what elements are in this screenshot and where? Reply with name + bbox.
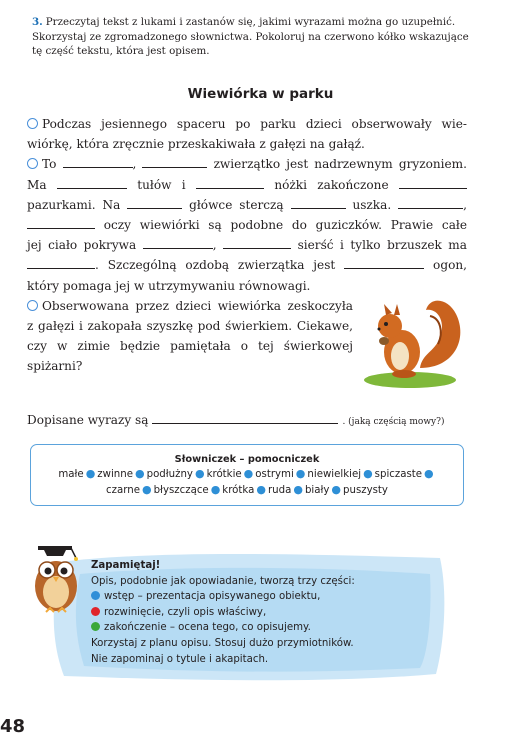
dictionary-word: małe [58,469,84,480]
bullet-dot: ● [363,467,373,480]
note-line: Korzystaj z planu opisu. Stosuj dużo przymiotników. [91,637,354,649]
story-line: czy w zimie będzie pamiętała o tej świerkowej [27,339,353,354]
dictionary-row-1 [39,466,455,482]
dictionary-word: spiczaste [374,469,423,480]
story-line: z gałęzi i zakopała szyszkę pod świerkiem. Ciekawe, [27,319,353,334]
bullet-dot: ● [295,467,306,480]
story-line: oczy wiewiórki są podobne do guziczków. Prawie całe [27,215,467,235]
bullet-dot: ● [256,483,266,496]
bullet-dot: ● [141,483,152,496]
dictionary-word: podłużny [146,469,193,480]
bullet-dot: ● [331,483,342,496]
red-bullet-icon [91,607,100,616]
dictionary-word: krótka [222,485,255,496]
bullet-dot: ● [85,467,96,480]
story-line: . Szczególną ozdobą zwierzątka jest ogon, [27,255,467,275]
dictionary-words [31,466,463,498]
task-instruction [32,15,478,59]
green-bullet-icon [91,622,100,631]
note-line: Opis, podobnie jak opowiadanie, tworzą trzy części: [91,575,355,587]
gap-field[interactable] [127,196,182,209]
answer-line [27,411,467,427]
dictionary-word: ruda [267,485,292,496]
gap-field[interactable] [291,196,346,209]
gap-field[interactable] [398,196,463,209]
gap-field[interactable] [27,256,95,269]
dictionary-box [30,444,464,506]
gap-field[interactable] [27,216,95,229]
story-line: Podczas jesiennego spaceru po parku dzieci obserwowały wie- [27,114,467,134]
squirrel-illustration [360,288,468,388]
story-line: wiórkę, która zręcznie przeskakiwała z gałęzi na gałąź. [27,137,365,152]
bullet-dot: ● [424,467,434,480]
dictionary-row-2 [39,482,455,498]
dictionary-word: puszysty [343,485,388,496]
story-line: jej ciało pokrywa , sierść i tylko brzuszek ma [27,238,467,253]
bullet-dot: ● [243,467,254,480]
answer-label: Dopisane wyrazy są [27,413,149,427]
dictionary-word: biały [304,485,330,496]
task-text: Przeczytaj tekst z lukami i zastanów się, jakimi wyrazami można go uzupełnić. Skorzystaj ze zgromadzonego słownictwa. Pokoloruj na czerwono kółko wskazujące tę część tekstu, która jest opisem. [32,16,469,57]
note-bullet-1: wstęp – prezentacja opisywanego obiektu, [91,589,461,605]
gap-field[interactable] [344,256,424,269]
story-line: To , zwierzątko jest nadrzewnym gryzoniem. [27,154,467,174]
note-line: Nie zapominaj o tytule i akapitach. [91,653,269,665]
note-bullet-2: rozwinięcie, czyli opis właściwy, [91,605,461,621]
page-number: 48 [0,716,26,737]
owl-icon [26,540,90,616]
story-title: Wiewiórka w parku [187,86,334,102]
gap-field[interactable] [57,176,127,189]
dictionary-title: Słowniczek – pomocniczek [174,454,320,465]
answer-field[interactable] [152,411,338,424]
story-line: spiżarni? [27,359,83,374]
gap-field[interactable] [143,236,213,249]
story-line: Obserwowana przez dzieci wiewiórka zeskoczyła [27,296,353,316]
paragraph-circle-2[interactable] [27,158,38,169]
paragraph-circle-1[interactable] [27,118,38,129]
bullet-dot: ● [293,483,303,496]
note-bullet-3: zakończenie – ocena tego, co opisujemy. [91,620,461,636]
dictionary-word: krótkie [206,469,242,480]
dictionary-word: zwinne [97,469,133,480]
paragraph-circle-3[interactable] [27,300,38,311]
answer-hint: . (jaką częścią mowy?) [342,417,445,427]
dictionary-word: niewielkiej [307,469,362,480]
remember-note [91,558,461,667]
story-line: pazurkami. Na główce sterczą uszka. , [27,197,467,212]
gap-field[interactable] [142,155,207,168]
bullet-dot: ● [135,467,145,480]
gap-field[interactable] [63,155,133,168]
story-line: który pomaga jej w utrzymywaniu równowagi. [27,278,311,293]
bullet-dot: ● [194,467,205,480]
task-number: 3. [32,16,43,28]
blue-bullet-icon [91,591,100,600]
bullet-dot: ● [210,483,221,496]
gap-field[interactable] [399,176,467,189]
note-title: Zapamiętaj! [91,560,161,571]
dictionary-word: ostrymi [255,469,294,480]
dictionary-word: czarne [106,485,140,496]
story-line: Ma tułów i nóżki zakończone [27,175,467,195]
gap-field[interactable] [196,176,264,189]
dictionary-word: błyszczące [153,485,209,496]
gap-field[interactable] [223,236,291,249]
